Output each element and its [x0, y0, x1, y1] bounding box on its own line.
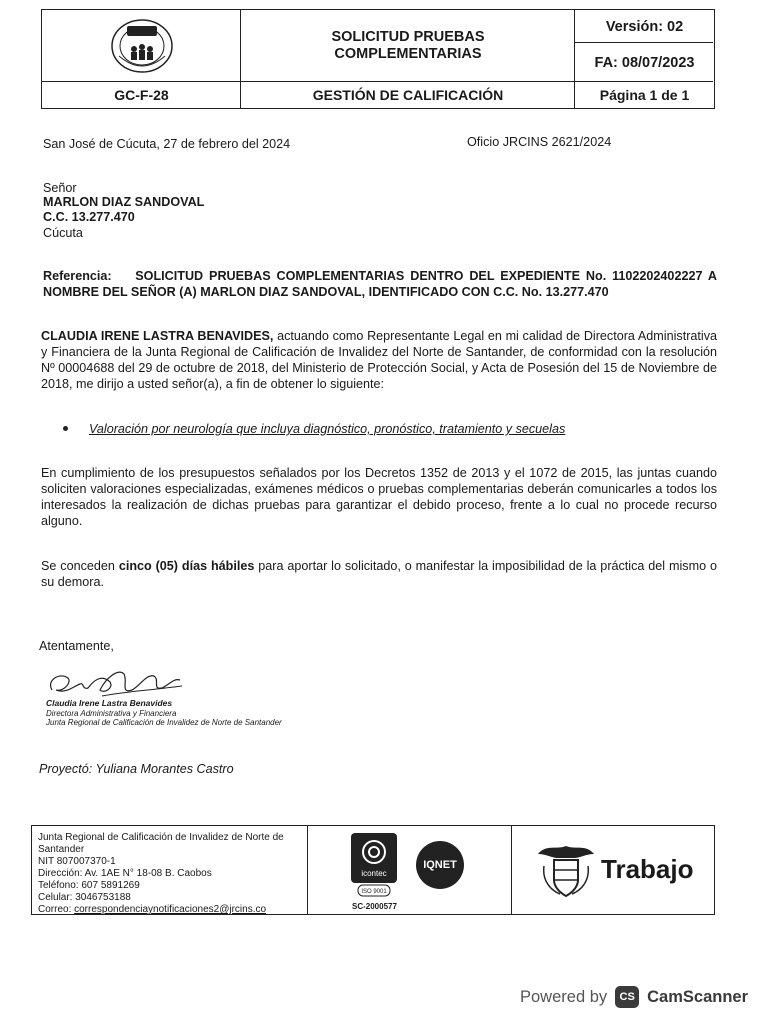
form-code: GC-F-28 [114, 87, 169, 103]
colombia-coat-of-arms-icon [534, 840, 598, 900]
powered-by-text: Powered by [520, 987, 608, 1006]
junta-seal-logo [42, 10, 241, 82]
reference-label: Referencia: [43, 269, 112, 283]
oficio-number: Oficio JRCINS 2621/2024 [467, 135, 612, 149]
footer-divider [307, 826, 308, 914]
recipient-city: Cúcuta [43, 226, 83, 240]
footer-address: Dirección: Av. 1AE N° 18-08 B. Caobos [38, 868, 212, 879]
form-title-line1: SOLICITUD PRUEBAS [331, 29, 485, 45]
salutation: Señor [43, 181, 77, 195]
intro-signer-name: CLAUDIA IRENE LASTRA BENAVIDES, [41, 329, 274, 343]
form-title-line2: COMPLEMENTARIAS [334, 46, 482, 62]
form-title [241, 10, 575, 82]
footer-phone: Teléfono: 607 5891269 [38, 880, 140, 891]
signer-org: Junta Regional de Calificación de Invalidez de Norte de Santander [46, 718, 282, 727]
intro-paragraph [41, 328, 717, 392]
junta-seal-icon [107, 16, 177, 76]
ministry-name: Trabajo [601, 854, 694, 884]
camscanner-logo-icon: CS [615, 986, 639, 1008]
document-header-table [41, 9, 715, 109]
page-number: Página 1 de 1 [599, 87, 690, 103]
email-label: Correo: [38, 904, 75, 915]
requested-test: Valoración por neurología que incluya diagnóstico, pronóstico, tratamiento y secuelas [89, 422, 566, 436]
footer-divider [511, 826, 512, 914]
bullet-icon [63, 426, 68, 431]
recipient-cc: C.C. 13.277.470 [43, 210, 135, 224]
place-date: San José de Cúcuta, 27 de febrero del 2024 [43, 137, 291, 151]
footer-org: Junta Regional de Calificación de Invalidez de Norte de Santander [38, 832, 284, 855]
camscanner-watermark [520, 985, 748, 1009]
camscanner-name: CamScanner [647, 987, 749, 1006]
closing: Atentamente, [39, 639, 114, 653]
deadline-text-a: Se conceden [41, 559, 119, 573]
deadline-text-b: para aportar lo solicitado, o manifestar la imposibilidad de la práctica del mismo o su demora. [41, 559, 717, 589]
reference-text: SOLICITUD PRUEBAS COMPLEMENTARIAS DENTRO DEL EXPEDIENTE No. 1102202402227 A NOMBRE DEL SEÑOR (A) MARLON DIAZ SANDOVAL, IDENTIFICADO CON C.C. No. 13.277.470 [43, 269, 717, 299]
cert-code: SC-2000577 [352, 902, 397, 911]
deadline-paragraph [41, 558, 717, 590]
footer-nit: NIT 807007370-1 [38, 856, 116, 867]
email-link[interactable]: correspondenciaynotificaciones2@jrcins.co [74, 904, 267, 915]
reference-block [43, 268, 717, 300]
document-footer [31, 825, 715, 915]
icontec-label: icontec [361, 869, 387, 878]
iso-label: ISO 9001 [361, 889, 387, 895]
form-date: FA: 08/07/2023 [594, 54, 695, 71]
iqnet-label: IQNET [423, 859, 457, 871]
footer-email [38, 904, 300, 916]
recipient-name: MARLON DIAZ SANDOVAL [43, 195, 205, 209]
icontec-certification-icon [350, 832, 398, 898]
signer-role: Directora Administrativa y Financiera [46, 709, 177, 718]
process-name: GESTIÓN DE CALIFICACIÓN [312, 87, 504, 103]
signer-name: Claudia Irene Lastra Benavides [46, 698, 173, 708]
intro-text: actuando como Representante Legal en mi calidad de Directora Administrativa y Financiera de la Junta Regional de Calificación de Invalidez del Norte de Santander, de conformidad con la resolución Nº 00004688 del 29 de octubre de 2018, del Ministerio de Protección Social, y Acta de Posesión del 15 de Noviembre de 2018, me dirijo a usted señor(a), a fin de obtener lo siguiente: [41, 329, 717, 391]
legal-paragraph: En cumplimiento de los presupuestos señalados por los Decretos 1352 de 2013 y el 1072 de 2015, las juntas cuando soliciten valoraciones especializadas, exámenes médicos o pruebas complementarias deberán comunicarles a todos los interesados la realización de dichas pruebas para garantizar el debido proceso, frente a lo cual no procede recurso alguno. [41, 466, 717, 528]
form-version: Versión: 02 [605, 18, 684, 35]
iqnet-certification-icon [412, 840, 468, 890]
footer-mobile: Celular: 3046753188 [38, 892, 131, 903]
deadline-days: cinco (05) días hábiles [118, 559, 255, 573]
contact-info [38, 832, 300, 916]
projected-by: Proyectó: Yuliana Morantes Castro [39, 762, 234, 776]
